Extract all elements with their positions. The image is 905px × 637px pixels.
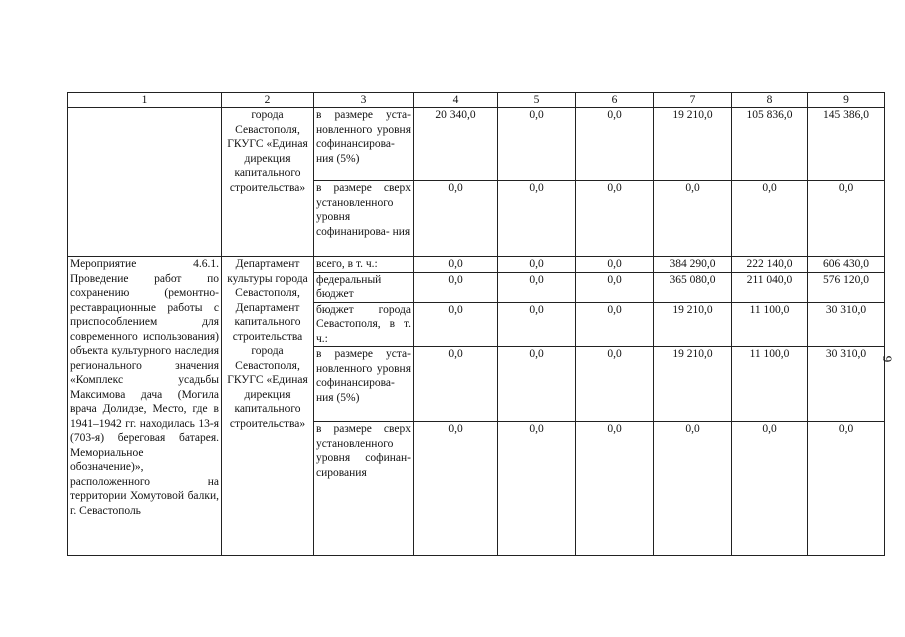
value-cell: 20 340,0: [414, 108, 498, 181]
value-cell: 222 140,0: [732, 257, 808, 273]
header-cell: 2: [222, 93, 314, 108]
value-cell: 0,0: [808, 181, 885, 257]
source-cell: всего, в т. ч.:: [314, 257, 414, 273]
value-cell: 0,0: [576, 302, 654, 347]
source-cell: в размере сверх установленного уровня софинан- сирования: [314, 422, 414, 556]
value-cell: 211 040,0: [732, 272, 808, 302]
header-cell: 3: [314, 93, 414, 108]
page-number: 9: [880, 355, 895, 363]
value-cell: 11 100,0: [732, 302, 808, 347]
value-cell: 0,0: [732, 181, 808, 257]
value-cell: 0,0: [414, 422, 498, 556]
value-cell: 19 210,0: [654, 108, 732, 181]
value-cell: 0,0: [498, 108, 576, 181]
source-cell: в размере уста- новленного уровня софинансирова- ния (5%): [314, 108, 414, 181]
header-cell: 7: [654, 93, 732, 108]
value-cell: 0,0: [576, 347, 654, 422]
value-cell: 0,0: [498, 422, 576, 556]
header-cell: 6: [576, 93, 654, 108]
measure-cell: Мероприятие 4.6.1. Проведение работ по сохранению (ремонтно-реставрационные работы с приспособлением для современного использования) объекта культурного наследия регионального значения «Комплекс усадьбы Максимова дача (Могила врача Долидзе, Место, где в 1941–1942 гг. находилась 13-я (703-я) береговая батарея. Мемориальное обозначение)», расположенного на территории Хомутовой балки, г. Севастополь: [68, 257, 222, 556]
value-cell: 0,0: [576, 108, 654, 181]
header-cell: 1: [68, 93, 222, 108]
header-cell: 9: [808, 93, 885, 108]
executor-cell: Департамент культуры города Севастополя, Департамент капитального строительства города Севастополя, ГКУГС «Единая дирекция капитального строительства»: [222, 257, 314, 556]
value-cell: 145 386,0: [808, 108, 885, 181]
budget-table: [67, 92, 885, 556]
value-cell: 0,0: [576, 181, 654, 257]
value-cell: 0,0: [498, 347, 576, 422]
value-cell: 19 210,0: [654, 347, 732, 422]
value-cell: 0,0: [498, 181, 576, 257]
value-cell: 0,0: [414, 302, 498, 347]
measure-cell-empty: [68, 108, 222, 257]
value-cell: 0,0: [654, 181, 732, 257]
source-cell: бюджет города Севастополя, в т. ч.:: [314, 302, 414, 347]
value-cell: 11 100,0: [732, 347, 808, 422]
value-cell: 384 290,0: [654, 257, 732, 273]
value-cell: 606 430,0: [808, 257, 885, 273]
source-cell: в размере сверх установленного уровня софинанирова- ния: [314, 181, 414, 257]
value-cell: 0,0: [808, 422, 885, 556]
executor-cell: города Севастополя, ГКУГС «Единая дирекция капитального строительства»: [222, 108, 314, 257]
value-cell: 19 210,0: [654, 302, 732, 347]
value-cell: 0,0: [414, 347, 498, 422]
value-cell: 30 310,0: [808, 347, 885, 422]
value-cell: 0,0: [576, 257, 654, 273]
value-cell: 0,0: [498, 272, 576, 302]
header-cell: 4: [414, 93, 498, 108]
value-cell: 0,0: [498, 302, 576, 347]
value-cell: 0,0: [414, 272, 498, 302]
value-cell: 30 310,0: [808, 302, 885, 347]
value-cell: 576 120,0: [808, 272, 885, 302]
table-header-row: [68, 93, 885, 108]
value-cell: 0,0: [414, 181, 498, 257]
value-cell: 0,0: [732, 422, 808, 556]
table-row: [68, 257, 885, 273]
source-cell: федеральный бюджет: [314, 272, 414, 302]
source-cell: в размере уста- новленного уровня софинансирова- ния (5%): [314, 347, 414, 422]
table-row: [68, 108, 885, 181]
value-cell: 365 080,0: [654, 272, 732, 302]
value-cell: 0,0: [414, 257, 498, 273]
header-cell: 8: [732, 93, 808, 108]
header-cell: 5: [498, 93, 576, 108]
value-cell: 0,0: [654, 422, 732, 556]
value-cell: 0,0: [576, 422, 654, 556]
value-cell: 105 836,0: [732, 108, 808, 181]
value-cell: 0,0: [576, 272, 654, 302]
value-cell: 0,0: [498, 257, 576, 273]
